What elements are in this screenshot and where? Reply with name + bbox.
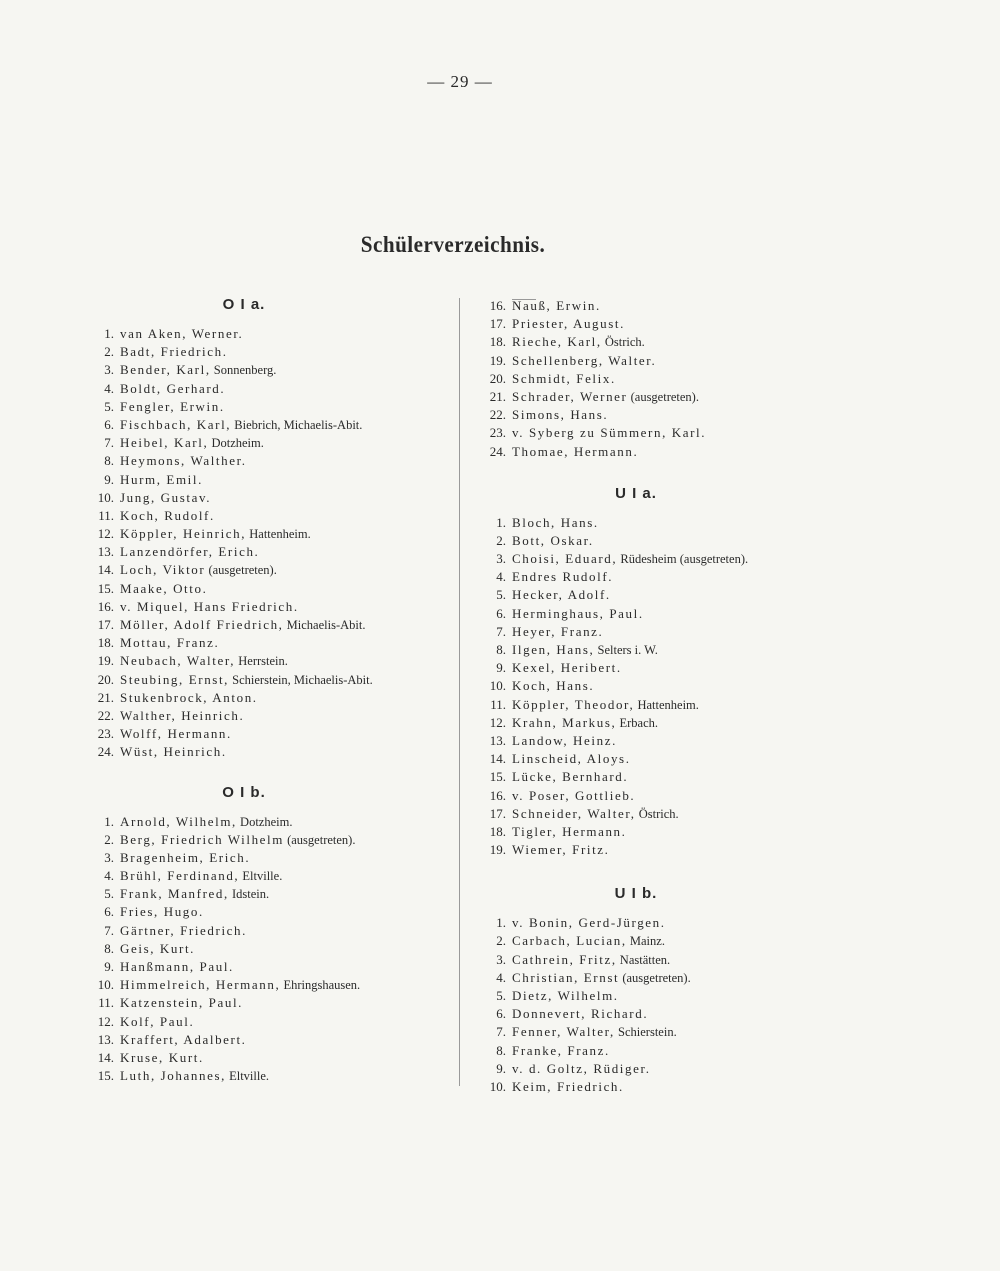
entry-number: 18. — [489, 823, 506, 839]
entry-number: 5. — [496, 587, 506, 603]
student-name: Priester, August. — [512, 316, 625, 332]
student-note: Rüdesheim (ausgetreten). — [617, 552, 749, 567]
student-name: van Aken, Werner. — [120, 326, 244, 341]
list-item — [476, 333, 856, 351]
student-name: Boldt, Gerhard. — [120, 380, 226, 396]
entry-number: 6. — [104, 416, 114, 432]
student-note: (ausgetreten). — [619, 970, 691, 985]
student-name: Hanßmann, Paul. — [120, 959, 234, 974]
entry-number: 7. — [496, 623, 506, 639]
list-item — [84, 885, 454, 903]
entry-number: 8. — [104, 940, 114, 956]
entry-number: 15. — [97, 580, 114, 596]
entry-number: 10. — [97, 489, 114, 505]
list-item — [476, 568, 856, 586]
entry-number: 23. — [97, 726, 114, 742]
list-item — [476, 514, 856, 532]
student-name: Krahn, Markus, — [512, 714, 617, 730]
list-item — [476, 732, 856, 750]
student-name: Heibel, Karl, — [120, 435, 209, 451]
student-name: Maake, Otto. — [120, 580, 208, 596]
student-name: Hecker, Adolf. — [512, 587, 611, 603]
student-name: Rieche, Karl, — [512, 334, 602, 350]
list-item — [476, 841, 856, 859]
entry-number: 12. — [97, 1013, 114, 1029]
student-name: Bender, Karl, — [120, 362, 211, 378]
student-name: Himmelreich, Hermann, — [120, 977, 281, 993]
entry-number: 16. — [97, 598, 114, 614]
list-item — [476, 677, 856, 695]
list-item — [476, 1042, 856, 1060]
entry-number: 1. — [104, 326, 114, 341]
student-note: Schierstein, Michaelis-Abit. — [229, 672, 373, 687]
list-item — [476, 352, 856, 370]
entry-number: 14. — [97, 562, 114, 578]
entry-number: 11. — [98, 507, 114, 523]
entry-number: 23. — [489, 425, 506, 441]
list-item — [84, 543, 454, 561]
entry-number: 7. — [104, 922, 114, 938]
list-item — [476, 406, 856, 424]
entry-number: 1. — [104, 813, 114, 829]
entry-number: 4. — [496, 969, 506, 985]
student-name: Schrader, Werner — [512, 388, 628, 404]
student-name: Wiemer, Fritz. — [512, 842, 610, 858]
list-item — [84, 398, 454, 416]
list-item — [84, 743, 454, 761]
column-divider — [459, 298, 460, 1086]
student-name: Heymons, Walther. — [120, 453, 247, 469]
list-item — [476, 696, 856, 714]
list-item — [84, 1067, 454, 1085]
student-name: v. Syberg zu Sümmern, Karl. — [512, 425, 707, 441]
student-name: Choisi, Eduard, — [512, 551, 618, 567]
list-item — [84, 725, 454, 743]
student-name: Badt, Friedrich. — [120, 344, 228, 360]
student-name: Hurm, Emil. — [120, 471, 203, 487]
student-name: v. Poser, Gottlieb. — [512, 787, 636, 803]
student-name: Donnevert, Richard. — [512, 1006, 649, 1022]
list-item — [84, 689, 454, 707]
list-item — [84, 580, 454, 598]
entry-number: 13. — [489, 732, 506, 748]
entry-number: 5. — [104, 398, 114, 414]
entry-number: 5. — [496, 988, 506, 1003]
list-item — [476, 388, 856, 406]
student-note: Biebrich, Michaelis-Abit. — [231, 417, 363, 432]
student-name: Lanzendörfer, Erich. — [120, 544, 260, 560]
list-item — [84, 976, 454, 994]
list-item — [476, 951, 856, 969]
entry-number: 7. — [104, 435, 114, 451]
entry-number: 11. — [98, 995, 114, 1011]
list-item — [476, 605, 856, 623]
list-item — [476, 424, 856, 442]
entry-number: 24. — [489, 443, 506, 459]
right-column — [476, 297, 856, 1096]
list-item — [476, 1005, 856, 1023]
student-name: Fengler, Erwin. — [120, 398, 225, 414]
student-note: (ausgetreten). — [283, 832, 356, 847]
student-name: Steubing, Ernst, — [120, 671, 230, 687]
entry-number: 10. — [97, 977, 114, 993]
page-title: Schülerverzeichnis. — [360, 232, 546, 257]
list-item — [476, 932, 856, 950]
list-item — [476, 659, 856, 677]
entry-number: 2. — [104, 831, 114, 847]
student-note: Eltville. — [225, 1069, 270, 1084]
entry-number: 3. — [496, 551, 506, 567]
entry-number: 1. — [496, 915, 506, 931]
list-item — [84, 867, 454, 885]
list-item — [84, 561, 454, 579]
student-name: Bloch, Hans. — [512, 514, 599, 530]
student-name: Ilgen, Hans, — [512, 642, 595, 657]
list-item — [84, 452, 454, 470]
student-name: Wüst, Heinrich. — [120, 744, 227, 760]
class-list-olb — [84, 813, 454, 1086]
student-name: Keim, Friedrich. — [512, 1078, 624, 1094]
list-item — [476, 823, 856, 841]
class-heading-ula: U I a. — [615, 484, 657, 502]
entry-number: 9. — [496, 1060, 506, 1076]
entry-number: 13. — [97, 544, 114, 560]
student-note: (ausgetreten). — [627, 389, 699, 404]
entry-number: 3. — [104, 362, 114, 378]
student-note: Hattenheim. — [246, 527, 311, 542]
list-item — [476, 443, 856, 461]
list-item — [84, 994, 454, 1012]
entry-number: 6. — [496, 605, 506, 621]
entry-number: 16. — [489, 787, 506, 803]
entry-number: 8. — [104, 453, 114, 469]
student-name: Kruse, Kurt. — [120, 1049, 204, 1065]
entry-number: 24. — [97, 744, 114, 760]
entry-number: 12. — [489, 714, 506, 730]
entry-number: 19. — [489, 352, 506, 368]
list-item — [84, 507, 454, 525]
student-name: Koch, Hans. — [512, 678, 595, 694]
list-item — [476, 787, 856, 805]
student-name: Walther, Heinrich. — [120, 707, 245, 723]
list-item — [476, 768, 856, 786]
list-item — [476, 641, 856, 659]
entry-number: 19. — [97, 653, 114, 669]
student-note: Nastätten. — [616, 952, 671, 967]
entry-number: 20. — [97, 671, 114, 687]
student-name: Loch, Viktor — [120, 562, 206, 578]
class-heading-ola: O I a. — [222, 296, 266, 313]
list-item — [476, 370, 856, 388]
student-note: Schierstein. — [614, 1025, 677, 1040]
entry-number: 14. — [97, 1049, 114, 1065]
student-name: Kexel, Heribert. — [512, 660, 622, 676]
entry-number: 12. — [97, 526, 114, 542]
student-name: Jung, Gustav. — [120, 489, 212, 505]
class-heading-ulb: U I b. — [614, 885, 658, 903]
list-item — [84, 325, 454, 343]
list-item — [476, 987, 856, 1005]
entry-number: 3. — [104, 849, 114, 865]
list-item — [476, 532, 856, 550]
list-item — [476, 750, 856, 768]
student-name: Luth, Johannes, — [120, 1068, 226, 1084]
student-name: Landow, Heinz. — [512, 732, 617, 748]
list-item — [476, 623, 856, 641]
student-name: v. d. Goltz, Rüdiger. — [512, 1060, 651, 1076]
left-column — [84, 292, 454, 1085]
list-item — [84, 958, 454, 976]
list-item — [84, 380, 454, 398]
student-name: Endres Rudolf. — [512, 569, 614, 585]
student-name: Kraffert, Adalbert. — [120, 1031, 247, 1047]
student-note: Idstein. — [228, 887, 270, 902]
entry-number: 1. — [496, 514, 506, 530]
list-item — [476, 805, 856, 823]
list-item — [84, 471, 454, 489]
student-name: Thomae, Hermann. — [512, 443, 639, 459]
class-list-ulb — [476, 914, 856, 1096]
student-note: Eltville. — [239, 869, 283, 884]
entry-number: 21. — [489, 388, 506, 404]
list-item — [84, 1013, 454, 1031]
entry-number: 20. — [489, 370, 506, 386]
class-list-ola — [84, 325, 454, 762]
entry-number: 8. — [496, 1042, 506, 1058]
student-note: Erbach. — [616, 715, 659, 730]
entry-number: 10. — [489, 678, 506, 694]
entry-number: 18. — [489, 334, 506, 350]
student-name: Gärtner, Friedrich. — [120, 922, 247, 938]
entry-number: 7. — [496, 1024, 506, 1040]
list-item — [84, 525, 454, 543]
entry-number: 21. — [97, 689, 114, 705]
student-name: v. Miquel, Hans Friedrich. — [120, 598, 299, 614]
entry-number: 15. — [97, 1068, 114, 1084]
list-item — [476, 586, 856, 604]
student-note: Mainz. — [626, 934, 665, 949]
list-item — [84, 849, 454, 867]
list-item — [84, 940, 454, 958]
list-item — [84, 1049, 454, 1067]
entry-number: 15. — [489, 769, 506, 785]
entry-number: 4. — [104, 868, 114, 884]
student-name: Fries, Hugo. — [120, 904, 204, 920]
student-name: Fenner, Walter, — [512, 1024, 615, 1040]
student-name: Schellenberg, Walter. — [512, 352, 657, 368]
student-name: Wolff, Hermann. — [120, 726, 232, 742]
list-item — [84, 343, 454, 361]
student-name: Koch, Rudolf. — [120, 507, 215, 523]
list-item — [476, 1023, 856, 1041]
student-name: Tigler, Hermann. — [512, 823, 627, 839]
student-name: Katzenstein, Paul. — [120, 995, 244, 1011]
student-name: Linscheid, Aloys. — [512, 751, 631, 767]
student-name: Frank, Manfred, — [120, 886, 229, 902]
entry-number: 10. — [489, 1078, 506, 1094]
student-name: Lücke, Bernhard. — [512, 769, 629, 785]
list-item — [84, 671, 454, 689]
entry-number: 9. — [496, 660, 506, 676]
student-name: Möller, Adolf Friedrich, — [120, 617, 284, 632]
entry-number: 3. — [496, 951, 506, 967]
student-name: Bott, Oskar. — [512, 532, 594, 548]
list-item — [476, 714, 856, 732]
list-item — [84, 813, 454, 831]
student-name: Herminghaus, Paul. — [512, 605, 644, 621]
student-note: Dotzheim. — [236, 814, 293, 829]
class-list-ula — [476, 514, 856, 860]
entry-number: 19. — [489, 842, 506, 858]
class-list-ola-continued — [476, 297, 856, 461]
student-name: Nauß, Erwin. — [512, 298, 601, 313]
student-name: Simons, Hans. — [512, 407, 609, 423]
page-number: — 29 — — [427, 72, 493, 91]
entry-number: 16. — [489, 298, 506, 313]
student-name: Köppler, Heinrich, — [120, 526, 247, 542]
student-name: Franke, Franz. — [512, 1042, 610, 1058]
list-item — [476, 297, 856, 315]
entry-number: 18. — [97, 635, 114, 651]
student-name: Christian, Ernst — [512, 969, 620, 985]
list-item — [476, 550, 856, 568]
entry-number: 2. — [104, 344, 114, 360]
student-name: Bragenheim, Erich. — [120, 849, 251, 865]
list-item — [84, 434, 454, 452]
student-name: v. Bonin, Gerd-Jürgen. — [512, 915, 666, 931]
student-name: Arnold, Wilhelm, — [120, 813, 237, 829]
list-item — [476, 969, 856, 987]
student-name: Heyer, Franz. — [512, 623, 604, 639]
student-name: Schmidt, Felix. — [512, 370, 616, 386]
student-note: Östrich. — [635, 806, 679, 821]
entry-number: 6. — [104, 904, 114, 920]
entry-number: 6. — [496, 1006, 506, 1022]
entry-number: 17. — [97, 617, 114, 632]
student-note: Ehringshausen. — [280, 978, 361, 993]
entry-number: 2. — [496, 532, 506, 548]
student-name: Neubach, Walter, — [120, 653, 236, 669]
entry-number: 4. — [496, 569, 506, 585]
list-item — [84, 361, 454, 379]
student-name: Cathrein, Fritz, — [512, 951, 617, 967]
entry-number: 5. — [104, 886, 114, 902]
class-heading-olb: O I b. — [222, 783, 266, 801]
list-item — [84, 1031, 454, 1049]
entry-number: 4. — [104, 380, 114, 396]
student-name: Dietz, Wilhelm. — [512, 988, 619, 1003]
student-name: Mottau, Franz. — [120, 635, 220, 651]
student-name: Geis, Kurt. — [120, 940, 196, 956]
student-note: Michaelis-Abit. — [283, 618, 366, 632]
student-note: Hattenheim. — [634, 697, 699, 712]
list-item — [84, 598, 454, 616]
entry-number: 9. — [104, 471, 114, 487]
list-item — [476, 315, 856, 333]
entry-number: 22. — [97, 707, 114, 723]
entry-number: 17. — [489, 805, 506, 821]
entry-number: 9. — [104, 959, 114, 974]
student-name: Berg, Friedrich Wilhelm — [120, 831, 284, 847]
student-name: Carbach, Lucian, — [512, 933, 627, 949]
entry-number: 14. — [489, 751, 506, 767]
student-note: Selters i. W. — [594, 643, 658, 657]
student-name: Schneider, Walter, — [512, 805, 636, 821]
list-item — [476, 1078, 856, 1096]
student-name: Fischbach, Karl, — [120, 416, 232, 432]
list-item — [84, 416, 454, 434]
list-item — [84, 634, 454, 652]
list-item — [476, 1060, 856, 1078]
entry-number: 13. — [97, 1031, 114, 1047]
student-note: Östrich. — [601, 335, 645, 350]
list-item — [84, 707, 454, 725]
list-item — [84, 903, 454, 921]
student-name: Köppler, Theodor, — [512, 696, 635, 712]
student-name: Kolf, Paul. — [120, 1013, 195, 1029]
entry-number: 2. — [496, 933, 506, 949]
list-item — [84, 831, 454, 849]
entry-number: 8. — [496, 642, 506, 657]
list-item — [84, 922, 454, 940]
entry-number: 22. — [489, 407, 506, 423]
list-item — [84, 489, 454, 507]
entry-number: 17. — [489, 316, 506, 332]
student-note: Sonnenberg. — [210, 363, 277, 378]
student-note: Dotzheim. — [208, 436, 264, 451]
student-name: Stukenbrock, Anton. — [120, 689, 258, 705]
entry-number: 11. — [490, 696, 506, 712]
list-item — [84, 652, 454, 670]
list-item — [84, 616, 454, 634]
student-note: Herrstein. — [235, 654, 288, 669]
student-note: (ausgetreten). — [205, 563, 277, 578]
student-name: Brühl, Ferdinand, — [120, 868, 240, 884]
list-item — [476, 914, 856, 932]
